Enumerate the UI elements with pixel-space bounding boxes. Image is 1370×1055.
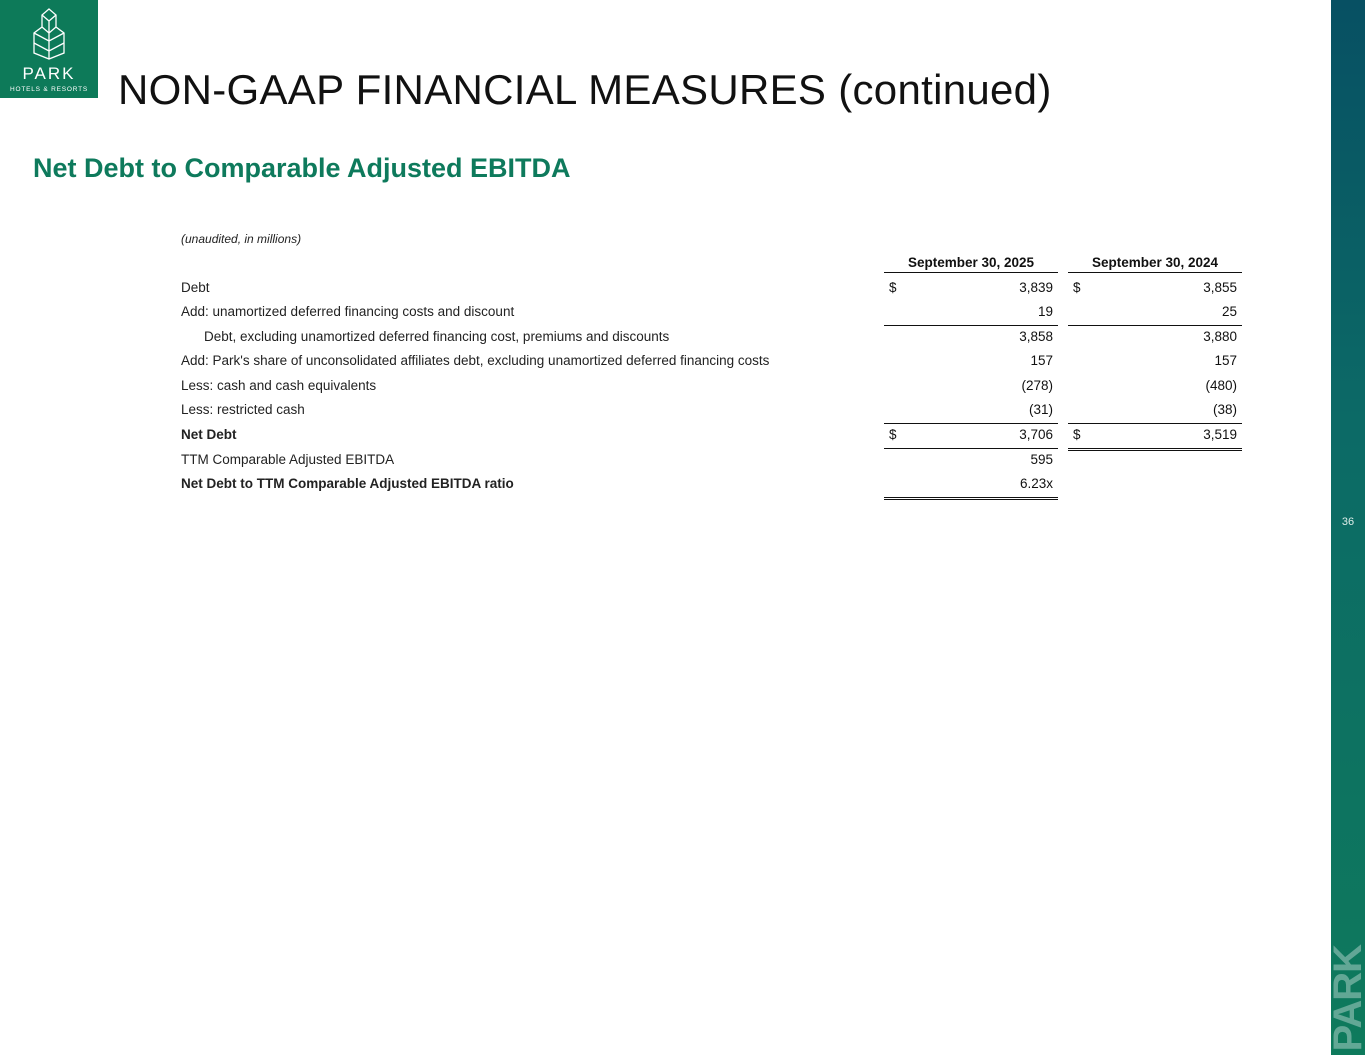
- row-label: Debt, excluding unamortized deferred financing cost, premiums and discounts: [204, 329, 670, 344]
- cell-value: 157: [1030, 353, 1053, 368]
- cell-value: 3,858: [1019, 329, 1053, 344]
- building-icon: [26, 7, 72, 61]
- cell-value: (278): [1021, 378, 1053, 393]
- currency-symbol: $: [1073, 427, 1081, 442]
- value-cell-2025: [884, 424, 1058, 449]
- cell-value: (38): [1212, 402, 1237, 417]
- table-row: [0, 473, 1331, 497]
- table-row: [0, 375, 1331, 399]
- table-row: [0, 277, 1331, 301]
- value-cell-2025: [884, 350, 1058, 374]
- cell-value: 25: [1221, 304, 1237, 319]
- value-cell-2025: [884, 326, 1058, 350]
- cell-value: 3,855: [1203, 280, 1237, 295]
- cell-value: 6.23x: [1019, 476, 1053, 491]
- column-header-2024: September 30, 2024: [1068, 255, 1242, 273]
- value-cell-2024: [1068, 350, 1242, 374]
- currency-symbol: $: [889, 427, 897, 442]
- logo-brand: PARK: [22, 64, 76, 83]
- row-label: Debt: [181, 280, 210, 295]
- value-cell-2024: [1068, 277, 1242, 301]
- column-header-2025: September 30, 2025: [884, 255, 1058, 273]
- row-label: Add: unamortized deferred financing costs and discount: [181, 304, 515, 319]
- cell-value: 157: [1214, 353, 1237, 368]
- cell-value: 595: [1030, 452, 1053, 467]
- cell-value: (31): [1028, 402, 1053, 417]
- row-label: TTM Comparable Adjusted EBITDA: [181, 452, 395, 467]
- cell-value: (480): [1205, 378, 1237, 393]
- row-label: Less: cash and cash equivalents: [181, 378, 377, 393]
- value-cell-2024: [1068, 301, 1242, 326]
- currency-symbol: $: [889, 280, 897, 295]
- value-cell-2025: [884, 449, 1058, 473]
- table-row: [0, 399, 1331, 423]
- logo-subtitle: HOTELS & RESORTS: [9, 86, 89, 93]
- value-cell-2024: [1068, 399, 1242, 424]
- table-row: [0, 326, 1331, 350]
- cell-value: 19: [1037, 304, 1053, 319]
- value-cell-2025: [884, 277, 1058, 301]
- row-label: Net Debt: [181, 427, 237, 442]
- value-cell-2024: [1068, 326, 1242, 350]
- row-label: Net Debt to TTM Comparable Adjusted EBITDA ratio: [181, 476, 514, 491]
- cell-value: 3,706: [1019, 427, 1053, 442]
- section-title: Net Debt to Comparable Adjusted EBITDA: [33, 153, 571, 183]
- table-row: [0, 301, 1331, 325]
- table-row: [0, 424, 1331, 448]
- cell-value: 3,519: [1203, 427, 1237, 442]
- row-label: Less: restricted cash: [181, 402, 305, 417]
- table-row: [0, 449, 1331, 473]
- table-note: (unaudited, in millions): [181, 232, 302, 246]
- cell-value: 3,880: [1203, 329, 1237, 344]
- side-bar: [1326, 0, 1370, 1055]
- page-title: NON-GAAP FINANCIAL MEASURES (continued): [118, 66, 1052, 113]
- page-number: 36: [1341, 516, 1355, 528]
- side-watermark: PARK: [1326, 944, 1370, 1051]
- cell-value: 3,839: [1019, 280, 1053, 295]
- park-logo: [0, 0, 98, 98]
- currency-symbol: $: [1073, 280, 1081, 295]
- value-cell-2024: [1068, 424, 1242, 451]
- value-cell-2025: [884, 473, 1058, 500]
- row-label: Add: Park's share of unconsolidated affiliates debt, excluding unamortized deferred financing costs: [181, 353, 770, 368]
- value-cell-2024: [1068, 375, 1242, 399]
- value-cell-2025: [884, 375, 1058, 399]
- table-row: [0, 350, 1331, 374]
- value-cell-2025: [884, 399, 1058, 424]
- value-cell-2025: [884, 301, 1058, 326]
